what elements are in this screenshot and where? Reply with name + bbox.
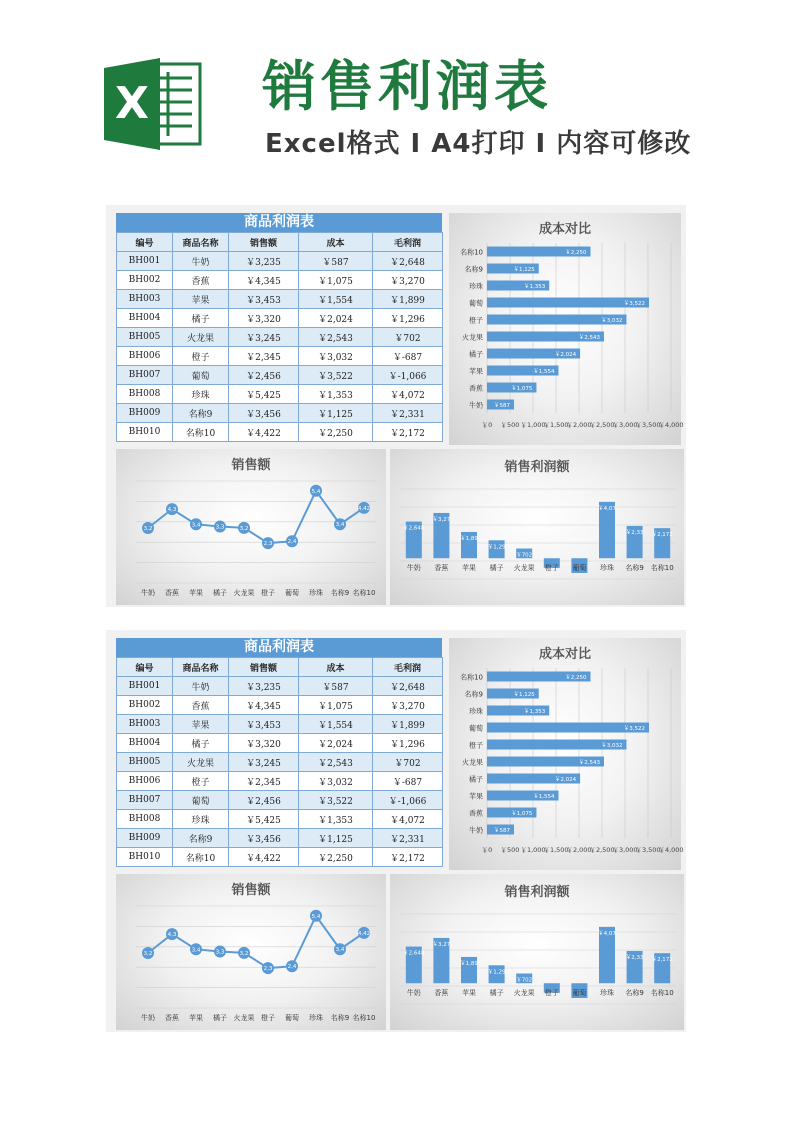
table-cell: ￥2,648 [373,252,443,271]
y-tick-label: 苹果 [469,367,483,376]
x-tick-label: ￥4,000 [658,421,684,429]
table-cell: ￥2,172 [373,848,443,867]
data-label: 2,3 [263,541,273,548]
data-label: 3,2 [239,950,249,957]
table-row [117,791,443,810]
table-cell: BH006 [117,772,173,791]
x-tick-label: 橙子 [544,989,559,998]
cost-chart-panel [449,638,684,870]
x-tick-label: ￥1,000 [520,846,546,854]
x-tick-label: 珍珠 [309,1014,323,1022]
table-cell: ￥-687 [373,772,443,791]
column-header: 商品名称 [173,233,229,252]
table-row [117,271,443,290]
table-cell: ￥3,270 [373,271,443,290]
table-row [117,328,443,347]
data-label: ￥3,27 [432,941,451,948]
data-label: ￥3,032 [601,743,623,749]
data-label: 3,3 [215,949,225,956]
x-tick-label: 橙子 [261,1014,275,1022]
table-cell: BH003 [117,290,173,309]
table-cell: 火龙果 [173,753,229,772]
table-cell: BH001 [117,252,173,271]
table-cell: ￥3,235 [229,677,299,696]
x-tick-label: 葡萄 [572,564,587,573]
data-label: ￥2,172 [651,532,673,539]
x-tick-label: 牛奶 [141,589,155,597]
table-cell: ￥702 [373,753,443,772]
table-row [117,810,443,829]
x-tick-label: 名称10 [352,1014,376,1022]
table-cell: 名称9 [173,829,229,848]
table-cell: ￥1,353 [299,385,373,404]
data-label: 3,4 [335,947,345,954]
table-cell: 牛奶 [173,252,229,271]
data-label: ￥3,522 [623,301,646,307]
table-cell: ￥3,032 [299,772,373,791]
table-row [117,404,443,423]
data-label: 2,4 [287,539,297,546]
table-cell: ￥3,235 [229,252,299,271]
data-label: ￥4,07 [598,505,616,512]
table-cell: 葡萄 [173,366,229,385]
data-label: ￥2,543 [578,760,600,766]
table-cell: ￥-687 [373,347,443,366]
x-tick-label: 名称9 [330,1014,350,1022]
data-label: ￥2,543 [578,335,600,341]
table-cell: ￥1,554 [299,290,373,309]
table-cell: BH009 [117,404,173,423]
x-tick-label: ￥500 [500,846,520,854]
x-tick-label: 火龙果 [233,1014,255,1022]
x-tick-label: 牛奶 [141,1014,155,1022]
table-cell: ￥3,032 [299,347,373,366]
table-cell: BH009 [117,829,173,848]
table-cell: ￥1,296 [373,309,443,328]
table-cell: ￥1,353 [299,810,373,829]
data-label: ￥1,29 [487,544,506,551]
y-tick-label: 火龙果 [462,758,483,767]
table-cell: ￥5,425 [229,385,299,404]
data-label: 3,4 [191,522,201,529]
data-label: ￥587 [494,403,511,409]
table-cell: ￥4,422 [229,848,299,867]
data-label: 4,42 [357,505,371,512]
table-row [117,423,443,442]
x-tick-label: 名称10 [650,989,674,998]
sales-chart-panel [116,874,386,1030]
x-tick-label: 火龙果 [233,589,255,597]
table-row [117,734,443,753]
x-tick-label: 珍珠 [600,989,614,998]
x-tick-label: 苹果 [189,589,203,597]
x-tick-label: 火龙果 [513,564,535,573]
x-tick-label: ￥2,000 [566,421,592,429]
table-cell: BH008 [117,385,173,404]
page-title: 销售利润表 [262,55,552,118]
x-tick-label: 火龙果 [513,989,535,998]
chart-title: 成本对比 [538,647,592,662]
table-cell: BH005 [117,328,173,347]
table-row [117,252,443,271]
table-cell: ￥4,072 [373,385,443,404]
table-cell: ￥2,345 [229,347,299,366]
table-cell: 橙子 [173,772,229,791]
data-label: 3,3 [215,524,225,531]
x-tick-label: 橘子 [213,589,227,597]
table-cell: 苹果 [173,290,229,309]
data-label: ￥3,032 [601,318,623,324]
y-tick-label: 葡萄 [469,299,483,308]
table-cell: BH003 [117,715,173,734]
table-caption: 商品利润表 [116,213,442,232]
table-cell: ￥2,331 [373,829,443,848]
data-label: 3,2 [143,526,153,533]
y-tick-label: 牛奶 [469,401,483,410]
column-header: 销售额 [229,233,299,252]
chart-svg [449,638,684,870]
table-cell: 珍珠 [173,385,229,404]
table-cell: ￥-1,066 [373,791,443,810]
y-tick-label: 名称9 [464,265,483,274]
table-cell: 牛奶 [173,677,229,696]
data-label: 5,4 [311,913,321,920]
x-tick-label: ￥3,500 [635,846,661,854]
table-cell: ￥2,250 [299,848,373,867]
sheet-block-1 [106,205,686,607]
table-cell: ￥587 [299,677,373,696]
column-header: 成本 [299,233,373,252]
data-label: 2,3 [263,966,273,973]
y-tick-label: 名称9 [464,690,483,699]
table-cell: 珍珠 [173,810,229,829]
table-cell: ￥3,456 [229,829,299,848]
table-cell: BH005 [117,753,173,772]
x-tick-label: 名称9 [625,564,644,573]
data-label: ￥702 [516,552,533,559]
x-tick-label: ￥2,500 [589,421,615,429]
x-tick-label: 葡萄 [285,1014,299,1022]
x-tick-label: ￥3,000 [612,846,638,854]
cost-chart-panel [449,213,684,445]
x-tick-label: 牛奶 [406,564,421,573]
data-label: ￥1,29 [487,969,506,976]
table-cell: ￥1,125 [299,404,373,423]
table-cell: 橙子 [173,347,229,366]
table-cell: ￥2,331 [373,404,443,423]
table-cell: 香蕉 [173,271,229,290]
table-row [117,696,443,715]
table-cell: BH006 [117,347,173,366]
data-label: ￥2,33 [625,529,644,536]
table-cell: ￥2,345 [229,772,299,791]
y-tick-label: 名称10 [460,248,483,257]
column-header: 编号 [117,233,173,252]
table-cell: BH010 [117,848,173,867]
data-label: ￥1,125 [513,692,535,698]
table-row [117,848,443,867]
table-cell: ￥4,345 [229,696,299,715]
x-tick-label: 名称9 [625,989,644,998]
table-row [117,366,443,385]
x-tick-label: ￥1,500 [543,846,569,854]
column-header: 毛利润 [373,658,443,677]
x-tick-label: ￥2,500 [589,846,615,854]
data-label: ￥2,648 [403,950,425,957]
column-header: 销售额 [229,658,299,677]
table-cell: BH001 [117,677,173,696]
sales-chart-panel [116,449,386,605]
table-cell: BH002 [117,696,173,715]
table-cell: 香蕉 [173,696,229,715]
table-row [117,715,443,734]
data-label: ￥1,075 [511,811,533,817]
data-label: ￥1,353 [523,709,546,715]
table-row [117,753,443,772]
chart-svg [116,449,386,605]
chart-svg [116,874,386,1030]
data-label: ￥1,125 [513,267,535,273]
data-label: ￥702 [516,977,533,984]
column-header: 毛利润 [373,233,443,252]
table-cell: ￥5,425 [229,810,299,829]
data-label: 5,4 [311,488,321,495]
x-tick-label: ￥0 [481,846,493,854]
data-label: ￥3,27 [432,516,451,523]
data-label: 3,4 [335,522,345,529]
table-cell: 名称10 [173,423,229,442]
y-tick-label: 香蕉 [469,809,483,818]
table-cell: ￥3,456 [229,404,299,423]
table-row [117,829,443,848]
data-label: ￥1,075 [511,386,533,392]
x-tick-label: 橘子 [213,1014,227,1022]
table-cell: BH004 [117,309,173,328]
x-tick-label: 香蕉 [434,989,449,998]
table-cell: ￥3,453 [229,290,299,309]
x-tick-label: ￥1,500 [543,421,569,429]
data-label: ￥2,33 [625,954,644,961]
x-tick-label: ￥2,000 [566,846,592,854]
data-label: ￥1,554 [533,794,555,800]
column-header: 商品名称 [173,658,229,677]
table-cell: ￥3,522 [299,791,373,810]
data-label: ￥2,024 [554,777,577,783]
data-label: ￥2,250 [565,250,587,256]
table-caption: 商品利润表 [116,638,442,657]
table-cell: ￥3,270 [373,696,443,715]
data-label: ￥587 [494,828,511,834]
table-row [117,385,443,404]
x-tick-label: 名称9 [330,589,350,597]
x-tick-label: 香蕉 [434,564,449,573]
y-tick-label: 牛奶 [469,826,483,835]
chart-title: 销售利润额 [504,460,570,475]
x-tick-label: 名称10 [650,564,674,573]
y-tick-label: 名称10 [460,673,483,682]
x-tick-label: ￥3,500 [635,421,661,429]
table-cell: 橘子 [173,734,229,753]
table-cell: ￥3,522 [299,366,373,385]
table-row [117,309,443,328]
table-cell: ￥4,345 [229,271,299,290]
data-label: ￥1,89 [460,535,478,542]
x-tick-label: ￥3,000 [612,421,638,429]
logo-letter: X [115,78,149,129]
table-cell: ￥2,250 [299,423,373,442]
chart-title: 成本对比 [538,222,592,237]
x-tick-label: 牛奶 [406,989,421,998]
x-tick-label: 橘子 [489,564,504,573]
x-tick-label: 橘子 [489,989,504,998]
table-cell: BH008 [117,810,173,829]
y-tick-label: 橙子 [469,741,483,750]
table-cell: BH007 [117,366,173,385]
table-cell: ￥3,320 [229,734,299,753]
table-cell: 名称10 [173,848,229,867]
data-label: ￥1,353 [523,284,546,290]
sheet-block-2 [106,630,686,1032]
table-cell: ￥2,024 [299,309,373,328]
table-cell: 苹果 [173,715,229,734]
data-label: 3,2 [239,525,249,532]
table-cell: 名称9 [173,404,229,423]
x-tick-label: ￥4,000 [658,846,684,854]
y-tick-label: 葡萄 [469,724,483,733]
data-label: 3,2 [143,951,153,958]
table-cell: ￥1,899 [373,290,443,309]
y-tick-label: 珍珠 [469,282,483,291]
table-cell: ￥1,296 [373,734,443,753]
x-tick-label: 苹果 [189,1014,203,1022]
table-cell: 橘子 [173,309,229,328]
chart-svg [390,449,684,605]
table-cell: ￥2,456 [229,791,299,810]
table-cell: BH004 [117,734,173,753]
table-cell: ￥3,453 [229,715,299,734]
table-cell: BH002 [117,271,173,290]
table-row [117,347,443,366]
table-cell: ￥2,172 [373,423,443,442]
data-label: ￥2,648 [403,525,425,532]
table-cell: ￥1,075 [299,696,373,715]
x-tick-label: 珍珠 [600,564,614,573]
table-cell: ￥-1,066 [373,366,443,385]
y-tick-label: 火龙果 [462,333,483,342]
table-cell: ￥2,543 [299,328,373,347]
data-label: ￥3,522 [623,726,646,732]
x-tick-label: 香蕉 [165,1014,179,1022]
table-cell: ￥1,554 [299,715,373,734]
x-tick-label: ￥0 [481,421,493,429]
table-cell: 葡萄 [173,791,229,810]
table-cell: ￥1,075 [299,271,373,290]
y-tick-label: 香蕉 [469,384,483,393]
page-subtitle: Excel格式 I A4打印 I 内容可修改 [265,129,692,159]
y-tick-label: 橘子 [469,350,483,359]
data-label: ￥2,172 [651,957,673,964]
table-cell: ￥587 [299,252,373,271]
data-label: 2,4 [287,964,297,971]
table-cell: ￥2,648 [373,677,443,696]
data-label: ￥1,554 [533,369,555,375]
data-label: ￥1,89 [460,960,478,967]
x-tick-label: 苹果 [462,564,476,573]
y-tick-label: 苹果 [469,792,483,801]
table-cell: ￥3,320 [229,309,299,328]
data-label: ￥4,07 [598,930,616,937]
data-label: 4,3 [167,507,177,514]
table-cell: ￥4,422 [229,423,299,442]
x-tick-label: 橙子 [261,589,275,597]
column-header: 编号 [117,658,173,677]
header [0,0,800,180]
data-label: ￥2,024 [554,352,577,358]
x-tick-label: 葡萄 [285,589,299,597]
table-row [117,772,443,791]
data-label: ￥2,250 [565,675,587,681]
x-tick-label: 香蕉 [165,589,179,597]
y-tick-label: 橘子 [469,775,483,784]
x-tick-label: ￥500 [500,421,520,429]
x-tick-label: 橙子 [544,564,559,573]
table-cell: 火龙果 [173,328,229,347]
chart-title: 销售额 [231,458,271,473]
x-tick-label: 名称10 [352,589,376,597]
chart-title: 销售利润额 [504,885,570,900]
table-cell: ￥3,245 [229,753,299,772]
profit-table [116,638,442,867]
column-header: 成本 [299,658,373,677]
x-tick-label: 苹果 [462,989,476,998]
table-cell: ￥2,024 [299,734,373,753]
table-cell: BH007 [117,791,173,810]
table-cell: ￥4,072 [373,810,443,829]
x-tick-label: 葡萄 [572,989,587,998]
y-tick-label: 珍珠 [469,707,483,716]
table-cell: ￥3,245 [229,328,299,347]
excel-logo-icon [104,58,204,150]
profit-table [116,213,442,442]
x-tick-label: ￥1,000 [520,421,546,429]
chart-svg [449,213,684,445]
data-label: 3,4 [191,947,201,954]
table-cell: BH010 [117,423,173,442]
y-tick-label: 橙子 [469,316,483,325]
profit-chart-panel [390,449,684,605]
table-cell: ￥1,899 [373,715,443,734]
table-row [117,677,443,696]
x-tick-label: 珍珠 [309,589,323,597]
table-row [117,290,443,309]
chart-svg [390,874,684,1030]
chart-title: 销售额 [231,883,271,898]
table-cell: ￥1,125 [299,829,373,848]
table-cell: ￥702 [373,328,443,347]
profit-chart-panel [390,874,684,1030]
data-label: 4,42 [357,930,371,937]
data-label: 4,3 [167,932,177,939]
table-cell: ￥2,543 [299,753,373,772]
table-cell: ￥2,456 [229,366,299,385]
